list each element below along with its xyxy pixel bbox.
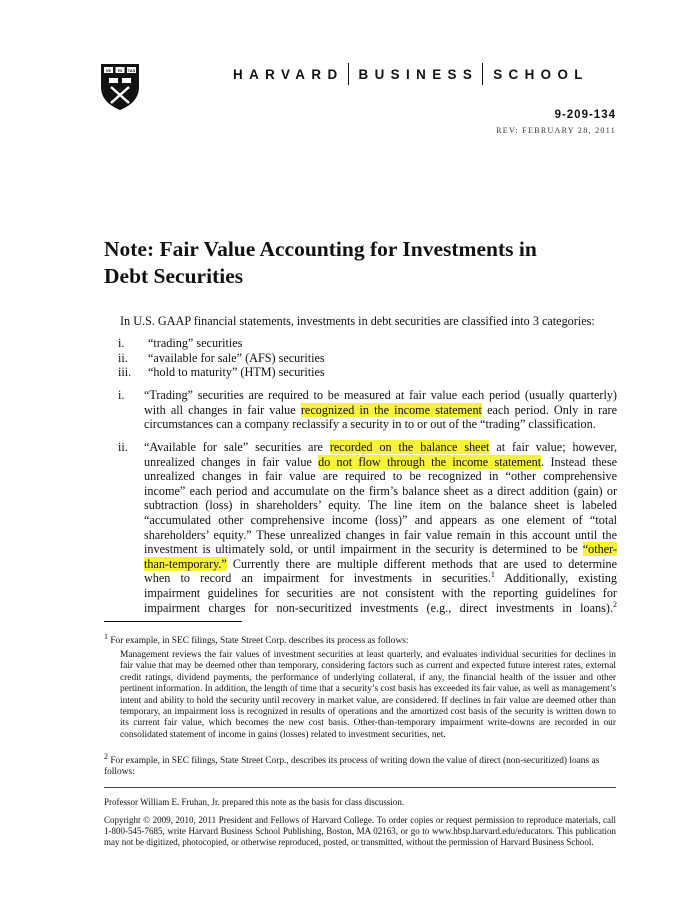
text-line: “accumulated other comprehensive income (loss)” and appears as one element of “total bbox=[144, 512, 617, 527]
school-wordmark bbox=[233, 64, 618, 84]
list-number: i. bbox=[118, 336, 125, 350]
text-line: unrealized changes in fair value do not flow through the income statement. Instead these bbox=[144, 454, 617, 469]
text-line: shareholders’ equity.” These unrealized changes in fair value remain in this account until the bbox=[144, 527, 617, 542]
category-list bbox=[118, 336, 325, 380]
footnote-ref-2[interactable]: 2 bbox=[613, 599, 617, 609]
footer-divider bbox=[104, 787, 616, 788]
trading-paragraph bbox=[144, 388, 617, 432]
document-number: 9-209-134 bbox=[554, 109, 616, 121]
highlight-other-than-temporary: than-temporary.” bbox=[144, 556, 227, 571]
wordmark-business: BUSINESS bbox=[358, 66, 479, 82]
wordmark-school: SCHOOL bbox=[493, 66, 589, 82]
footnote-marker: 1 bbox=[104, 631, 108, 641]
text-line: unrealized changes in fair value are required to be recognized in “other comprehensive bbox=[144, 469, 617, 484]
list-text: “hold to maturity” (HTM) securities bbox=[148, 365, 325, 380]
shield-text-3: TAS bbox=[127, 68, 136, 73]
text-line: than-temporary.” Currently there are multiple different methods that are used to determine bbox=[144, 556, 618, 571]
afs-paragraph bbox=[144, 440, 617, 615]
text-line: circumstances can a company reclassify a security in to or out of the “trading” classification. bbox=[144, 417, 596, 432]
text-line: with all changes in fair value recognized in the income statement each period. Only in rare bbox=[144, 402, 618, 417]
trading-number: i. bbox=[118, 388, 125, 402]
footnote-marker: 2 bbox=[104, 751, 108, 761]
highlight-income-statement: do not flow through the income statement bbox=[318, 454, 542, 469]
copyright-notice: Copyright © 2009, 2010, 2011 President and Fellows of Harvard College. To order copies or request permission to reproduce materials, call 1-800-545-7685, write Harvard Business School Publishing, Boston, MA 02163, or go to www.hbsp.harvard.edu/educators. This publication may not be digitized, photocopied, or otherwise reproduced, posted, or transmitted, without the permission of Harvard Business School. bbox=[104, 815, 616, 847]
footnote-divider bbox=[104, 621, 242, 622]
wordmark-divider bbox=[348, 63, 349, 85]
text-line: when to record an impairment for investments in securities.$^1$ Additionally, existing bbox=[144, 570, 617, 586]
list-item bbox=[118, 336, 325, 351]
revision-date: REV: FEBRUARY 28, 2011 bbox=[496, 126, 616, 135]
text-line: “Trading” securities are required to be measured at fair value each period (usually quarterly) bbox=[144, 388, 617, 402]
title-line: Debt Securities bbox=[104, 264, 244, 288]
title-line: Note: Fair Value Accounting for Investments in bbox=[104, 237, 537, 261]
footnote-2 bbox=[104, 751, 616, 779]
footnote-1 bbox=[104, 631, 409, 647]
list-text: “available for sale” (AFS) securities bbox=[148, 350, 325, 365]
highlight-income-statement: recognized in the income statement bbox=[300, 402, 482, 417]
page-title bbox=[104, 236, 604, 290]
text-line: impairment guidelines for securities are not consistent with the reporting guidelines for bbox=[144, 585, 617, 600]
author-note: Professor William E. Fruhan, Jr. prepared this note as the basis for class discussion. bbox=[104, 797, 405, 807]
list-item bbox=[118, 351, 325, 366]
footnote-text: For example, in SEC filings, State Street Corp., describes its process of writing down the value of direct (non-securitized) loans as follows: bbox=[104, 756, 600, 778]
highlight-balance-sheet: recorded on the balance sheet bbox=[329, 440, 490, 454]
footnote-1-quote: Management reviews the fair values of investment securities at least quarterly, and evaluates individual securities for declines in fair value that may be deemed other than temporary, considering factors such as current and expected future interest rates, external credit ratings, dividend payments, the performance of underlying collateral, if any, the financial health of the issuer and other pertinent information. In addition, the length of time that a security’s cost basis has exceeded its fair value, as well as management’s intent and ability to hold the security until recovery in market value, are considered. If declines in fair value are deemed other than temporary, an impairment loss is recognized in results of operations and the amortized cost basis of the security is written down to its current fair value, which becomes the new cost basis. Other-than-temporary impairment write-downs are recorded in our consolidated statement of income in gains (losses) related to investment securities, net. bbox=[120, 650, 616, 740]
text-line: investment is ultimately sold, or until impairment in the security is determined to be “other- bbox=[144, 542, 618, 557]
text-line: impairment charges for non-securitized investments (e.g., direct investments in loans).$^2$ bbox=[144, 599, 617, 615]
list-number: ii. bbox=[118, 350, 128, 365]
text-line: subtraction (loss) in shareholders’ equity. The line item on the balance sheet is labeled bbox=[144, 498, 617, 513]
wordmark-harvard: HARVARD bbox=[233, 66, 344, 82]
intro-paragraph: In U.S. GAAP financial statements, investments in debt securities are classified into 3 categories: bbox=[120, 314, 595, 328]
highlight-other-than-temporary: “other- bbox=[582, 542, 618, 557]
text-line: “Available for sale” securities are recorded on the balance sheet at fair value; however, bbox=[144, 440, 617, 454]
footnote-ref-1[interactable]: 1 bbox=[490, 570, 495, 580]
list-text: “trading” securities bbox=[148, 336, 243, 350]
shield-text-2: RI bbox=[118, 68, 122, 73]
shield-text-1: VE bbox=[105, 68, 112, 73]
wordmark-divider bbox=[482, 63, 483, 85]
text-line: income” each period and accumulate on the firm’s balance sheet as a direct addition (gain) or bbox=[144, 483, 617, 498]
list-item bbox=[118, 365, 325, 380]
hbs-shield-logo bbox=[100, 63, 140, 111]
afs-number: ii. bbox=[118, 440, 128, 454]
footnote-lead: For example, in SEC filings, State Street Corp. describes its process as follows: bbox=[110, 636, 409, 646]
list-number: iii. bbox=[118, 365, 132, 380]
